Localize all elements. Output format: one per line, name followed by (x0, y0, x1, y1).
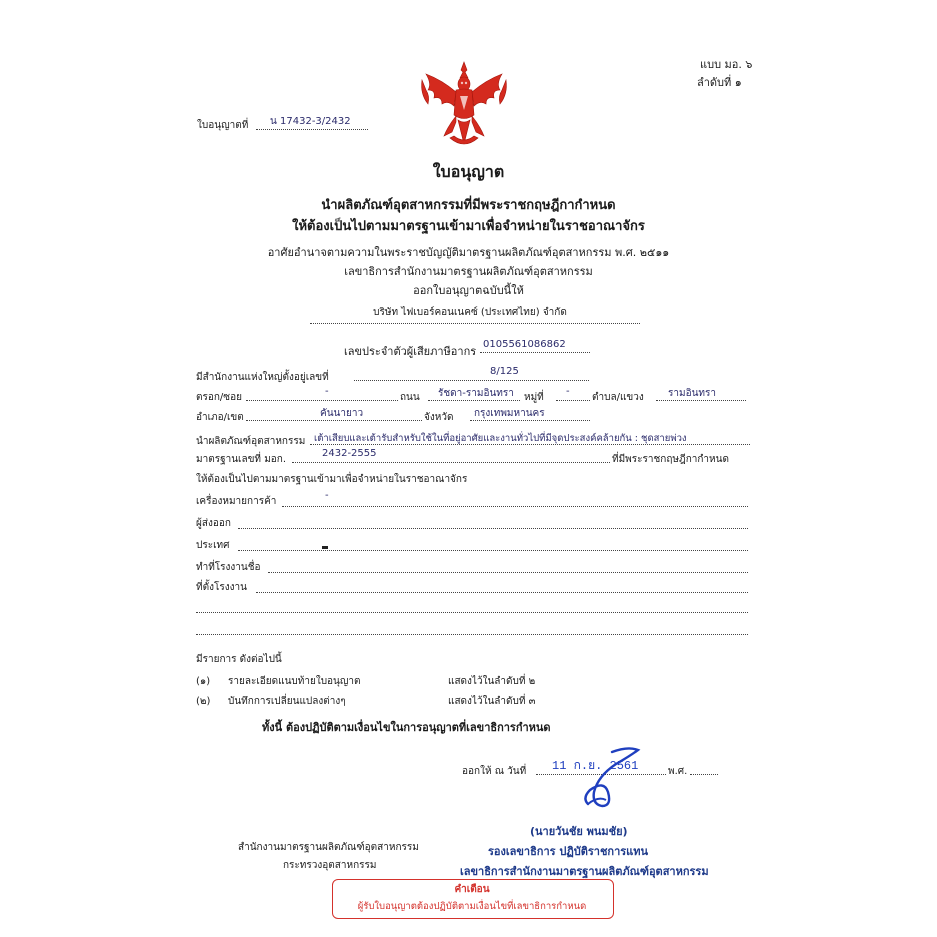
hq-line (354, 380, 589, 381)
product-value: เต้าเสียบและเต้ารับสำหรับใช้ในที่อยู่อาศัยและงานทั่วไปที่มีจุดประสงค์คล้ายกัน : ชุดสายพ่วง (314, 433, 687, 444)
district-label: อำเภอ/เขต (196, 412, 244, 423)
hq-label: มีสำนักงานแห่งใหญ่ตั้งอยู่เลขที่ (196, 372, 329, 383)
warning-text: ผู้รับใบอนุญาตต้องปฏิบัติตามเงื่อนไขที่เลขาธิการกำหนด (357, 901, 587, 912)
blank-line-1 (196, 612, 748, 613)
purpose-line: ให้ต้องเป็นไปตามมาตรฐานเข้ามาเพื่อจำหน่ายในราชอาณาจักร (196, 474, 468, 485)
tax-id: 0105561086862 (483, 339, 566, 350)
issue-date-stamp: 11 ก.ย. 2561 (552, 759, 639, 773)
standard-suffix: ที่มีพระราชกฤษฎีกากำหนด (612, 454, 729, 465)
subdistrict-value: รามอินทรา (668, 388, 716, 399)
trademark-value: - (325, 490, 329, 501)
office-line-2: กระทรวงอุตสาหกรรม (283, 860, 377, 871)
company-line (310, 323, 640, 324)
signer-org: เลขาธิการสำนักงานมาตรฐานผลิตภัณฑ์อุตสาหกรรม (460, 865, 709, 878)
hq-no: 8/125 (490, 366, 519, 377)
factory-label: ทำที่โรงงานชื่อ (196, 562, 261, 573)
form-code: แบบ มอ. ๖ (700, 58, 753, 71)
factory-location-line (256, 592, 748, 593)
district-line (246, 420, 422, 421)
moo-line (556, 400, 590, 401)
standard-no: 2432-2555 (322, 448, 377, 459)
alley-value: - (325, 386, 329, 397)
signer-title: รองเลขาธิการ ปฏิบัติราชการแทน (488, 845, 649, 858)
authority-line: อาศัยอำนาจตามความในพระราชบัญญัติมาตรฐานผลิตภัณฑ์อุตสาหกรรม พ.ศ. ๒๕๑๑ (267, 246, 670, 259)
road-value: รัชดา-รามอินทรา (438, 388, 514, 399)
ink-mark (322, 546, 328, 549)
issue-date-label: ออกให้ ณ วันที่ (462, 766, 527, 777)
warning-title: คำเตือน (454, 884, 490, 895)
item-ref: แสดงไว้ในลำดับที่ ๒ (448, 676, 536, 687)
blank-line-2 (196, 634, 748, 635)
alley-line (246, 400, 398, 401)
moo-label: หมู่ที่ (524, 392, 544, 403)
office-line-1: สำนักงานมาตรฐานผลิตภัณฑ์อุตสาหกรรม (238, 842, 419, 853)
factory-line (268, 572, 748, 573)
issue-date-suffix: พ.ศ. (668, 766, 688, 777)
license-no: น 17432-3/2432 (270, 116, 351, 127)
product-label: นำผลิตภัณฑ์อุตสาหกรรม (196, 436, 306, 447)
standard-line (292, 462, 610, 463)
garuda-emblem (418, 60, 510, 150)
country-label: ประเทศ (196, 540, 230, 551)
item-num: (๑) (196, 676, 211, 687)
moo-value: - (566, 386, 570, 397)
tax-id-line (480, 352, 590, 353)
road-line (428, 400, 520, 401)
standard-label: มาตรฐานเลขที่ มอก. (196, 454, 287, 465)
page-title: ใบอนุญาต (432, 162, 505, 181)
district-value: คันนายาว (320, 408, 364, 419)
conditions-line: ทั้งนี้ ต้องปฏิบัติตามเงื่อนไขในการอนุญาตที่เลขาธิการกำหนด (262, 721, 551, 734)
exporter-line (238, 528, 748, 529)
item-text: รายละเอียดแนบท้ายใบอนุญาต (228, 676, 361, 687)
subdistrict-line (656, 400, 746, 401)
exporter-label: ผู้ส่งออก (196, 518, 231, 529)
product-line (310, 444, 750, 445)
province-value: กรุงเทพมหานคร (474, 408, 545, 419)
issuer-line: เลขาธิการสำนักงานมาตรฐานผลิตภัณฑ์อุตสาหกรรม (344, 265, 593, 278)
factory-location-label: ที่ตั้งโรงงาน (196, 582, 247, 593)
issue-line: ออกใบอนุญาตฉบับนี้ให้ (413, 284, 524, 297)
signature (568, 746, 658, 812)
tax-id-label: เลขประจำตัวผู้เสียภาษีอากร (344, 345, 477, 358)
road-label: ถนน (400, 392, 420, 403)
company-name: บริษัท ไฟเบอร์คอนเนคซ์ (ประเทศไทย) จำกัด (373, 307, 567, 318)
subdistrict-label: ตำบล/แขวง (592, 392, 644, 403)
province-line (470, 420, 590, 421)
item-num: (๒) (196, 696, 211, 707)
subtitle-1: นำผลิตภัณฑ์อุตสาหกรรมที่มีพระราชกฤษฎีกากำหนด (321, 198, 616, 213)
sequence-label: ลำดับที่ ๑ (697, 76, 742, 89)
item-ref: แสดงไว้ในลำดับที่ ๓ (448, 696, 536, 707)
item-text: บันทึกการเปลี่ยนแปลงต่างๆ (228, 696, 346, 707)
trademark-line (282, 506, 748, 507)
year-line (690, 774, 718, 775)
signer-name: (นายวันชัย พนมชัย) (530, 825, 628, 838)
country-line (238, 550, 748, 551)
subtitle-2: ให้ต้องเป็นไปตามมาตรฐานเข้ามาเพื่อจำหน่ายในราชอาณาจักร (292, 219, 645, 234)
license-no-label: ใบอนุญาตที่ (197, 120, 249, 131)
alley-label: ตรอก/ซอย (196, 392, 242, 403)
province-label: จังหวัด (424, 412, 454, 423)
license-no-line (256, 129, 368, 130)
trademark-label: เครื่องหมายการค้า (196, 496, 277, 507)
items-intro: มีรายการ ดังต่อไปนี้ (196, 654, 282, 665)
